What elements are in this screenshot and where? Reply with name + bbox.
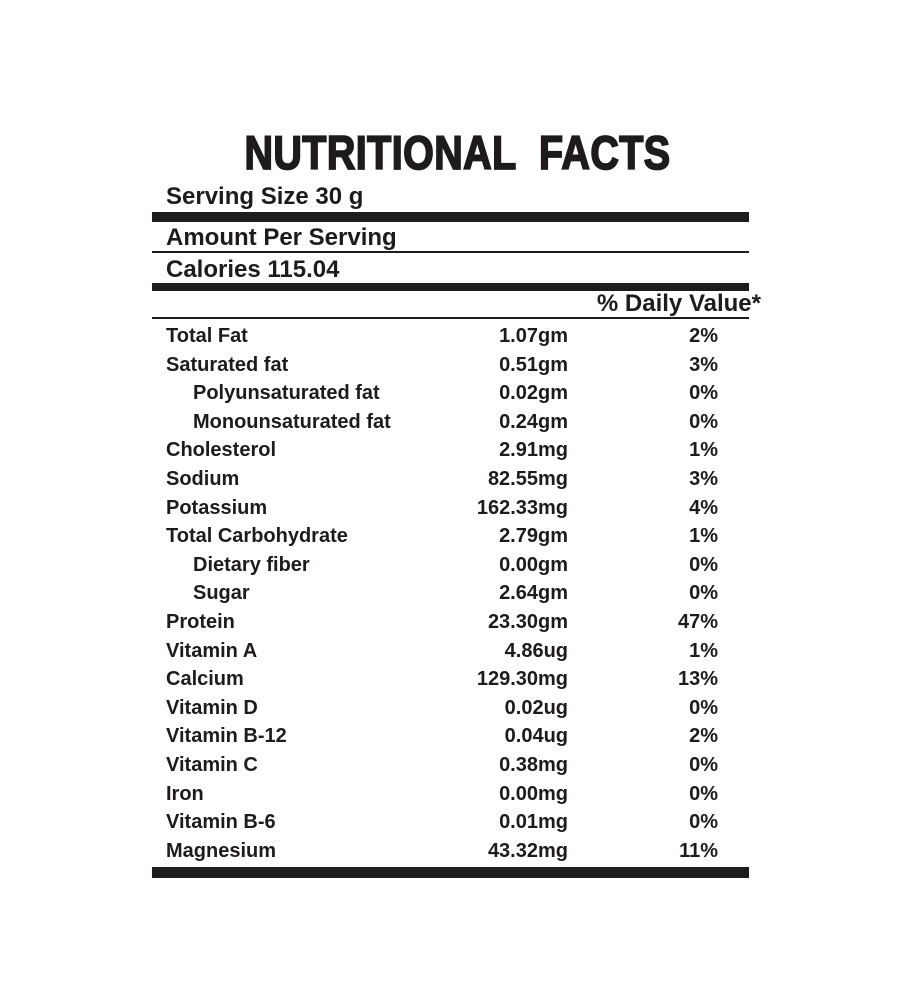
nutrient-name: Saturated fat: [166, 353, 289, 376]
nutrient-row: [152, 436, 749, 465]
nutrient-row: [152, 751, 749, 780]
nutrient-row: [152, 665, 749, 694]
amount-per-serving-text: Amount Per Serving: [166, 224, 397, 251]
nutrient-daily-value: 11%: [679, 839, 718, 862]
nutrient-daily-value: 4%: [689, 496, 718, 519]
nutrient-name: Potassium: [166, 496, 268, 519]
nutrient-name: Vitamin A: [166, 639, 258, 662]
nutrient-daily-value: 0%: [689, 753, 718, 776]
nutrient-amount: 43.32mg: [487, 839, 568, 862]
nutrient-daily-value: 0%: [689, 382, 718, 405]
nutrient-row: [152, 637, 749, 666]
nutrient-daily-value: 1%: [689, 639, 718, 662]
nutrient-row: [152, 608, 749, 637]
nutrient-amount: 0.38mg: [499, 753, 568, 776]
nutrient-amount: 0.01mg: [499, 811, 568, 834]
nutrient-row: [152, 722, 749, 751]
nutrient-amount: 162.33mg: [476, 496, 568, 519]
nutrient-amount: 0.51gm: [499, 353, 568, 376]
nutrient-row: [152, 808, 749, 837]
serving-size-text: Serving Size 30 g: [166, 183, 364, 210]
nutrient-amount: 2.79gm: [499, 525, 568, 548]
nutrient-amount: 0.00gm: [499, 553, 568, 576]
nutrient-name: Protein: [166, 610, 235, 633]
thin-divider-1: [152, 251, 749, 253]
nutrient-amount: 0.02gm: [499, 382, 568, 405]
nutrient-name: Cholesterol: [166, 439, 277, 462]
nutrient-name: Calcium: [166, 668, 244, 691]
nutrient-row: [152, 379, 749, 408]
nutrient-name: Dietary fiber: [193, 553, 310, 576]
nutrient-amount: 129.30mg: [476, 668, 568, 691]
nutrient-row: [152, 837, 749, 866]
nutrient-daily-value: 0%: [689, 811, 718, 834]
nutrient-amount: 0.24gm: [499, 410, 568, 433]
nutrient-amount: 4.86ug: [504, 639, 568, 662]
nutrient-daily-value: 0%: [689, 553, 718, 576]
nutrient-name: Magnesium: [166, 839, 277, 862]
nutrient-amount: 82.55mg: [487, 467, 568, 490]
daily-value-header: % Daily Value*: [596, 290, 761, 317]
nutrient-amount: 2.91mg: [499, 439, 568, 462]
nutrient-row: [152, 351, 749, 380]
nutrient-daily-value: 2%: [689, 325, 718, 347]
nutrient-amount: 0.04ug: [504, 725, 568, 748]
nutrient-name: Vitamin C: [166, 753, 258, 776]
nutrient-daily-value: 13%: [677, 668, 718, 691]
calories-label: Calories: [166, 256, 261, 283]
nutrient-amount: 0.00mg: [499, 782, 568, 805]
nutrient-row: [152, 551, 749, 580]
thin-divider-2: [152, 317, 749, 319]
nutrient-daily-value: 47%: [677, 610, 718, 633]
nutrient-name: Sodium: [166, 467, 240, 490]
label-title: NUTRITIONAL FACTS: [244, 126, 671, 179]
nutrient-amount: 0.02ug: [504, 696, 568, 719]
nutrient-row: [152, 322, 749, 351]
nutrient-row: [152, 522, 749, 551]
nutrient-daily-value: 3%: [689, 467, 718, 490]
nutrient-amount: 1.07gm: [499, 325, 568, 347]
nutrient-amount: 2.64gm: [499, 582, 568, 605]
nutrient-daily-value: 0%: [689, 582, 718, 605]
nutrition-label: [152, 126, 761, 878]
nutrient-row: [152, 579, 749, 608]
thick-divider-bottom: [152, 867, 749, 878]
nutrient-amount: 23.30gm: [487, 610, 568, 633]
nutrient-name: Total Carbohydrate: [166, 525, 348, 548]
nutrient-table: [152, 322, 749, 865]
nutrient-row: [152, 694, 749, 723]
nutrient-daily-value: 0%: [689, 782, 718, 805]
nutrient-daily-value: 0%: [689, 410, 718, 433]
calories-line: [166, 257, 749, 283]
nutrient-name: Vitamin B-6: [166, 811, 276, 834]
nutrient-row: [152, 780, 749, 809]
nutrient-name: Vitamin B-12: [166, 725, 287, 748]
thick-divider-top: [152, 212, 749, 222]
calories-value: 115.04: [267, 256, 340, 283]
nutrient-daily-value: 2%: [689, 725, 718, 748]
nutrient-daily-value: 1%: [689, 439, 718, 462]
nutrient-name: Polyunsaturated fat: [193, 382, 380, 405]
nutrient-daily-value: 1%: [689, 525, 718, 548]
nutrient-name: Monounsaturated fat: [193, 410, 391, 433]
nutrient-row: [152, 494, 749, 523]
nutrient-row: [152, 408, 749, 437]
nutrient-name: Sugar: [193, 582, 250, 605]
nutrient-daily-value: 3%: [689, 353, 718, 376]
nutrient-daily-value: 0%: [689, 696, 718, 719]
nutrient-name: Vitamin D: [166, 696, 258, 719]
nutrient-name: Iron: [166, 782, 204, 805]
nutrient-row: [152, 465, 749, 494]
nutrient-name: Total Fat: [166, 325, 248, 347]
